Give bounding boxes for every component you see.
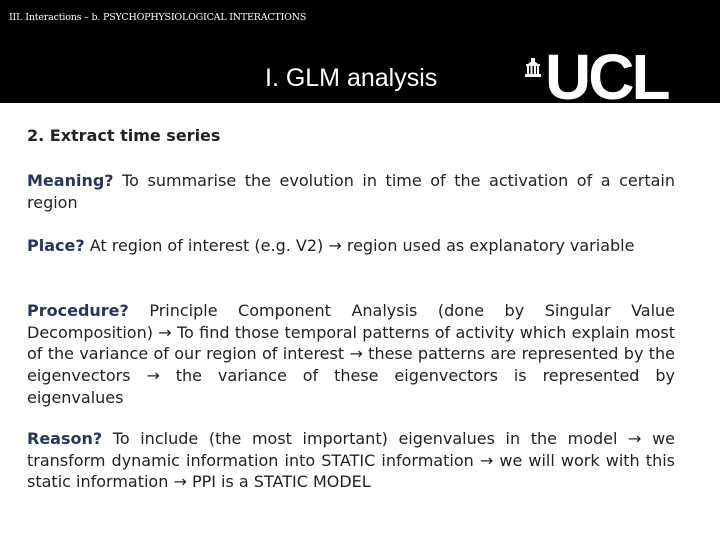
- page-title: I. GLM analysis: [265, 64, 438, 92]
- paragraph-meaning: [27, 170, 675, 213]
- arrow-icon: →: [158, 322, 172, 342]
- ucl-logo: UCL: [545, 41, 668, 113]
- procedure-label: Procedure?: [27, 301, 129, 320]
- section-title: 2. Extract time series: [27, 126, 221, 145]
- paragraph-place: [27, 235, 675, 257]
- procedure-text-4: the variance of these eigenvectors is represented by eigenvalues: [27, 366, 675, 407]
- meaning-label: Meaning?: [27, 171, 114, 190]
- ucl-portico-icon: [524, 58, 542, 78]
- reason-label: Reason?: [27, 429, 103, 448]
- place-text-1: At region of interest (e.g. V2): [84, 236, 329, 255]
- procedure-text-3: these patterns are represented by the eigenvectors: [27, 344, 675, 386]
- meaning-text: To summarise the evolution in time of the activation of a certain region: [27, 171, 675, 212]
- arrow-icon: →: [349, 344, 363, 364]
- paragraph-procedure: [27, 300, 675, 409]
- reason-text-4: PPI is a STATIC MODEL: [186, 472, 371, 492]
- arrow-icon: →: [628, 429, 642, 448]
- arrow-icon: →: [328, 236, 342, 255]
- arrow-icon: →: [173, 472, 187, 492]
- place-text-2: region used as explanatory variable: [341, 236, 635, 255]
- reason-text-1: To include (the most important) eigenvalues in the model: [102, 429, 629, 448]
- reason-text-2: we transform dynamic information into STATIC information: [27, 429, 675, 470]
- arrow-icon: →: [479, 450, 494, 470]
- procedure-text-1: Principle Component Analysis (done by Singular Value Decomposition): [27, 301, 675, 342]
- procedure-text-2: To find those temporal patterns of activity which explain most of the variance of our region of interest: [27, 322, 675, 364]
- header-banner: [0, 0, 720, 113]
- reason-text-3: we will work with this static information: [27, 450, 675, 492]
- arrow-icon: →: [146, 366, 160, 386]
- place-label: Place?: [27, 236, 85, 255]
- paragraph-reason: [27, 428, 675, 493]
- breadcrumb: III. Interactions – b. PSYCHOPHYSIOLOGICAL INTERACTIONS: [9, 12, 307, 23]
